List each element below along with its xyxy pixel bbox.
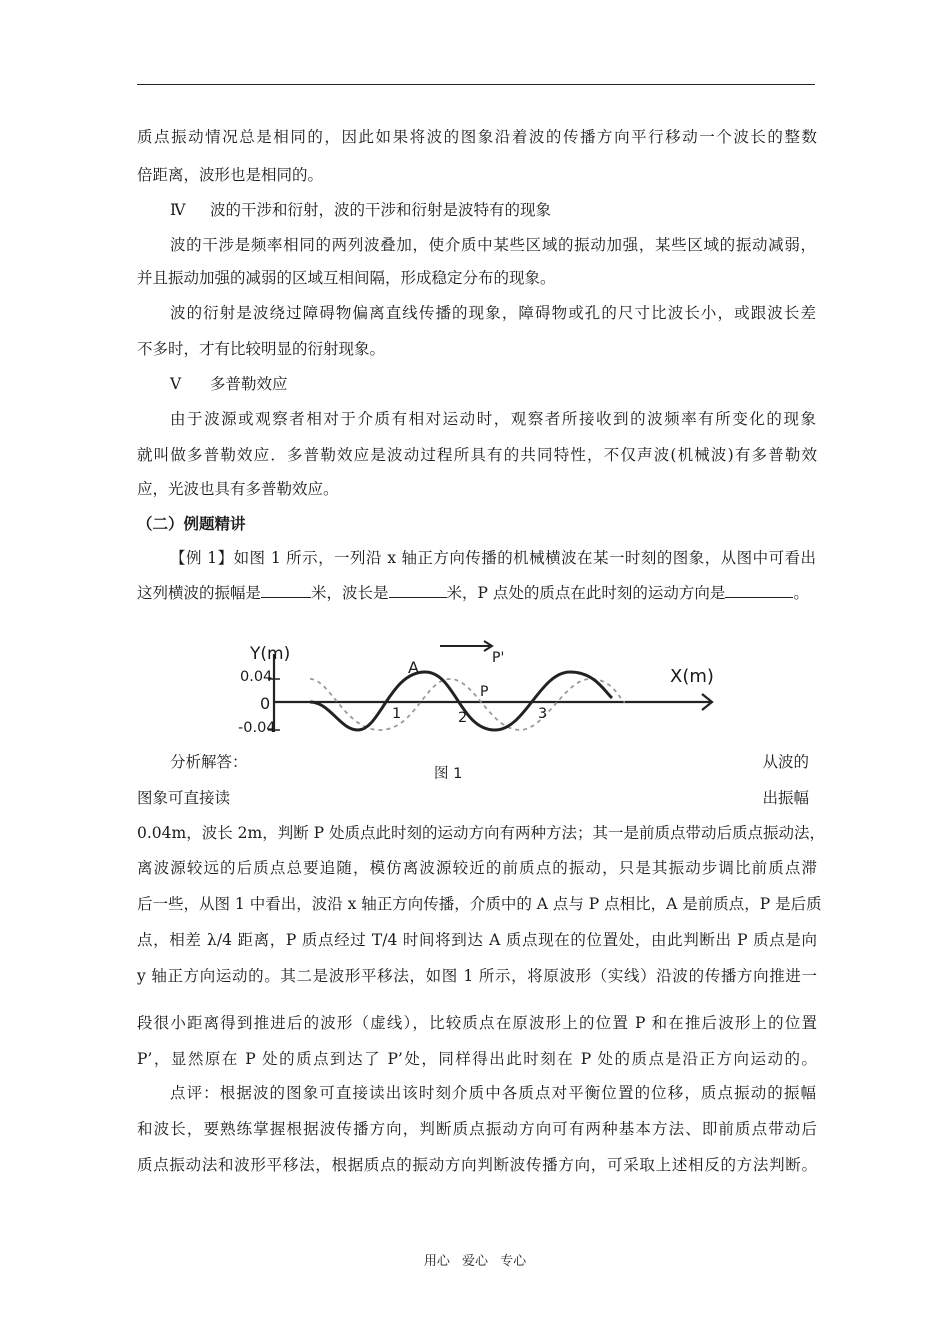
section-numeral: Ⅳ [170, 201, 186, 219]
section-numeral: Ⅴ [170, 375, 182, 393]
shifted-wave-dashed [310, 679, 625, 730]
example-text: 米，P 点处的质点在此时刻的运动方向是 [446, 584, 726, 602]
paragraph-line: 由于波源或观察者相对于介质有相对运动时，观察者所接收到的波频率有所变化的现象 [170, 410, 816, 428]
comment-line: 和波长，要熟练掌握根据波传播方向，判断质点振动方向可有两种基本方法、即前质点带动后 [137, 1120, 817, 1138]
analysis-line: 后一些，从图 1 中看出，波沿 x 轴正方向传播，介质中的 A 点与 P 点相比，A 是前质点，P 是后质 [137, 895, 822, 913]
point-p-label: P [480, 684, 489, 700]
header-rule [137, 84, 815, 85]
point-2-label: 2 [458, 710, 468, 726]
comment-line: 点评：根据波的图象可直接读出该时刻介质中各质点对平衡位置的位移，质点振动的振幅 [170, 1084, 816, 1102]
paragraph-line: 波的干涉是频率相同的两列波叠加，使介质中某些区域的振动加强，某些区域的振动减弱， [170, 236, 816, 254]
figure-caption: 图 1 [434, 766, 463, 782]
answer-blank-amplitude[interactable] [261, 583, 311, 598]
y-tick-label-pos: 0.04 [240, 669, 273, 685]
section-heading-v [170, 374, 816, 394]
analysis-line: P’，显然原在 P 处的质点到达了 P’处，同样得出此时刻在 P 处的质点是沿正方向运动的。 [137, 1050, 817, 1068]
analysis-line: 段很小距离得到推进后的波形（虚线），比较质点在原波形上的位置 P 和在推后波形上的位置 [137, 1014, 817, 1032]
y-axis-label: Y(m) [250, 644, 291, 664]
analysis-label: 分析解答： [170, 753, 248, 771]
origin-label: 0 [260, 694, 271, 713]
example-line: 【例 1】如图 1 所示，一列沿 x 轴正方向传播的机械横波在某一时刻的图象，从图中可看出 [170, 549, 816, 567]
point-p-prime-label: P' [492, 650, 505, 666]
paragraph-line: 波的衍射是波绕过障碍物偏离直线传播的现象，障碍物或孔的尺寸比波长小，或跟波长差 [170, 304, 816, 322]
x-axis-label: X(m) [670, 666, 714, 687]
paragraph-line: 并且振动加强的减弱的区域互相间隔，形成稳定分布的现象。 [137, 269, 556, 287]
section-title: 波的干涉和衍射，波的干涉和衍射是波特有的现象 [210, 201, 552, 219]
comment-line: 质点振动法和波形平移法，根据质点的振动方向判断波传播方向，可采取上述相反的方法判断。 [137, 1156, 817, 1174]
example-text: 这列横波的振幅是 [137, 584, 262, 602]
point-3-label: 3 [538, 706, 548, 722]
analysis-line: y 轴正方向运动的。其二是波形平移法，如图 1 所示，将原波形（实线）沿波的传播方向推进一 [137, 967, 817, 985]
point-a-label: A [408, 658, 419, 677]
example-text: 米，波长是 [311, 584, 389, 602]
paragraph-line: 应，光波也具有多普勒效应。 [137, 480, 339, 498]
example-text: 。 [793, 584, 809, 602]
page-footer: 用心 爱心 专心 [423, 1254, 527, 1269]
analysis-line: 离波源较远的后质点总要追随，模仿离波源较近的前质点的振动，只是其振动步调比前质点滞 [137, 859, 817, 877]
analysis-right-word: 从波的 [762, 753, 809, 771]
answer-blank-wavelength[interactable] [389, 583, 447, 598]
paragraph-line: 不多时，才有比较明显的衍射现象。 [137, 340, 386, 358]
paragraph-line: 就叫做多普勒效应．多普勒效应是波动过程所具有的共同特性，不仅声波(机械波)有多普勒效 [137, 446, 817, 464]
analysis-line: 0.04m，波长 2m，判断 P 处质点此时刻的运动方向有两种方法；其一是前质点带动后质点振动法， [137, 824, 825, 842]
analysis-right-word: 出振幅 [762, 789, 809, 807]
example-line [137, 583, 817, 603]
analysis-left-word: 图象可直接读 [137, 789, 231, 807]
section-heading-iv [170, 200, 816, 220]
section-title: 多普勒效应 [210, 375, 288, 393]
paragraph-line: 倍距离，波形也是相同的。 [137, 166, 324, 184]
analysis-line: 点，相差 λ/4 距离，P 质点经过 T/4 时间将到达 A 质点现在的位置处，由此判断出 P 质点是向 [137, 931, 817, 949]
y-tick-label-neg: -0.04 [238, 720, 276, 736]
section-heading-examples: （二）例题精讲 [137, 514, 246, 533]
answer-blank-direction[interactable] [725, 583, 793, 598]
paragraph-line: 质点振动情况总是相同的，因此如果将波的图象沿着波的传播方向平行移动一个波长的整数 [137, 128, 817, 146]
point-1-label: 1 [392, 706, 402, 722]
